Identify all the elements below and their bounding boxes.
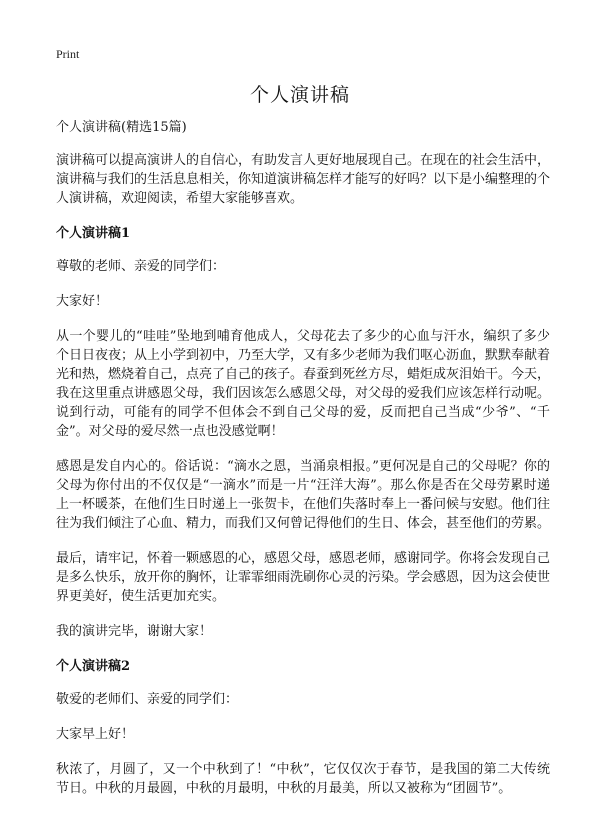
salutation: 敬爱的老师们、亲爱的同学们：	[56, 692, 239, 707]
section-1	[56, 224, 550, 641]
greeting: 大家早上好！	[56, 727, 135, 742]
body-paragraph: 最后，请牢记，怀着一颗感恩的心，感恩父母，感恩老师，感谢同学。你将会发现自己是多么快乐，放开你的胸怀，让霏霏细雨洗刷你心灵的污染。学会感恩，因为这会使世界更美好，使生活更加充实。	[56, 551, 551, 604]
closing: 我的演讲完毕，谢谢大家！	[56, 624, 213, 639]
document-subtitle: 个人演讲稿(精选15篇)	[56, 120, 187, 135]
body-paragraph: 秋浓了，月圆了，又一个中秋到了！“中秋”，它仅仅次于春节，是我国的第二大传统节日。中秋的月最圆，中秋的月最明，中秋的月最美，所以又被称为“团圆节”。	[56, 762, 550, 796]
body-paragraph: 感恩是发自内心的。俗话说：“滴水之恩，当涌泉相报。”更何况是自己的父母呢？你的父母为你付出的不仅仅是“一滴水”而是一片“汪洋大海”。那么你是否在父母劳累时递上一杯暖茶，在他们生日时递上一张贺卡，在他们失落时奉上一番问候与安慰。他们往往为我们倾注了心血、精力，而我们又何曾记得他们的生日、体会，甚至他们的劳累。	[56, 459, 551, 531]
section-2	[56, 657, 550, 798]
salutation: 尊敬的老师、亲爱的同学们：	[56, 259, 226, 274]
greeting: 大家好！	[56, 294, 109, 309]
print-link[interactable]: Print	[56, 47, 80, 61]
body-paragraph: 从一个婴儿的“哇哇”坠地到哺育他成人，父母花去了多少的心血与汗水，编织了多少个日日夜夜；从上小学到初中，乃至大学，又有多少老师为我们呕心沥血，默默奉献着光和热，燃烧着自己，点亮了自己的孩子。春蚕到死丝方尽，蜡炬成灰泪始干。今天，我在这里重点讲感恩父母，我们因该怎么感恩父母，对父母的爱我们应该怎样行动呢。说到行动，可能有的同学不但体会不到自己父母的爱，反而把自己当成“少爷”、“千金”。对父母的爱尽然一点也没感觉啊！	[56, 329, 551, 439]
section-heading: 个人演讲稿1	[56, 226, 131, 241]
document-body	[56, 118, 550, 814]
intro-paragraph: 演讲稿可以提高演讲人的自信心，有助发言人更好地展现自己。在现在的社会生活中，演讲稿与我们的生活息息相关，你知道演讲稿怎样才能写的好吗？以下是小编整理的个人演讲稿，欢迎阅读，希望大家能够喜欢。	[56, 153, 551, 206]
section-heading: 个人演讲稿2	[56, 659, 131, 674]
document-title: 个人演讲稿	[249, 84, 350, 106]
